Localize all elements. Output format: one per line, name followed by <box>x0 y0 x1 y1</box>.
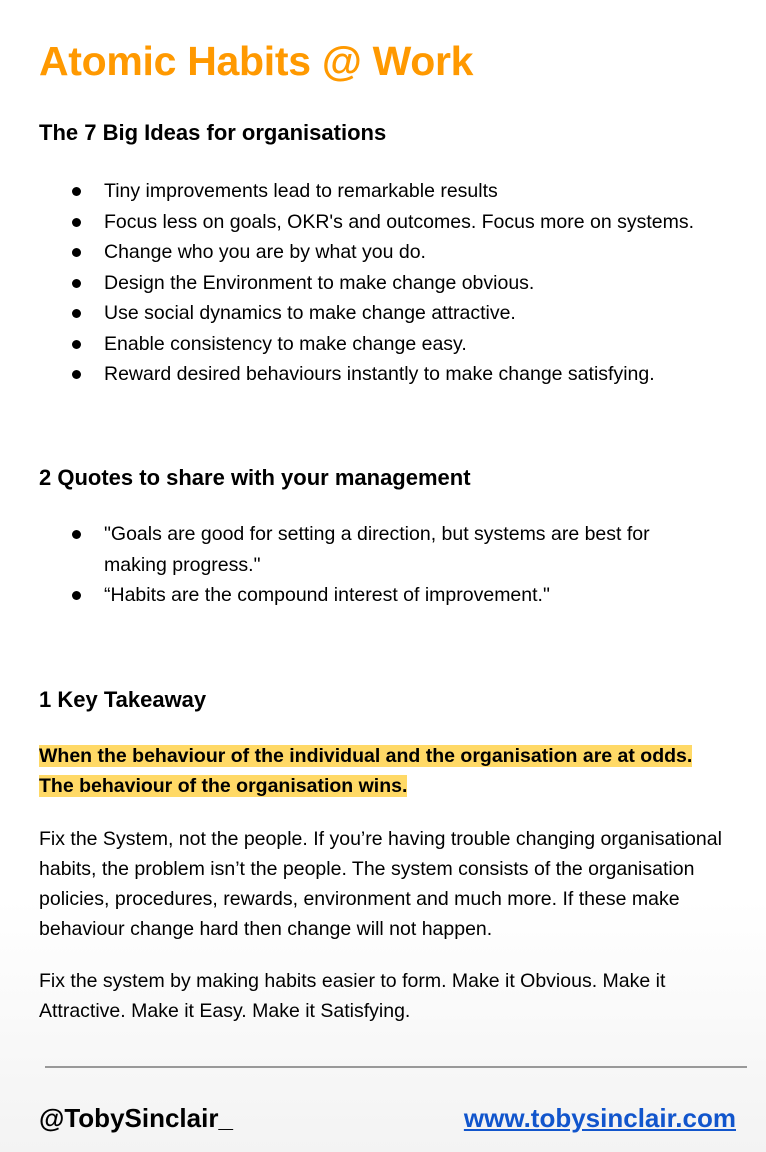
takeaway-paragraph-1: Fix the System, not the people. If you’re having trouble changing organisational habits, the problem isn’t the people. The system consists of the organisation policies, procedures, rewards, environment and much more. If these make behaviour change hard then change will not happen. <box>39 828 722 940</box>
list-item-text: Change who you are by what you do. <box>104 241 426 263</box>
bullet-icon <box>72 218 81 227</box>
list-item-text: “Habits are the compound interest of improvement." <box>104 584 550 606</box>
list-item <box>0 359 744 390</box>
list-item <box>0 207 744 238</box>
bullet-icon <box>72 370 81 379</box>
website-link[interactable]: www.tobysinclair.com <box>463 1103 736 1133</box>
bullet-icon <box>72 248 81 257</box>
bullet-icon <box>72 279 81 288</box>
list-item <box>0 519 704 580</box>
takeaway-paragraph-2: Fix the system by making habits easier to form. Make it Obvious. Make it Attractive. Make it Easy. Make it Satisfying. <box>39 970 666 1022</box>
list-item-text: Enable consistency to make change easy. <box>104 332 467 355</box>
list-item <box>0 329 744 360</box>
bullet-icon <box>72 530 81 539</box>
list-item-text: Design the Environment to make change obvious. <box>104 271 535 294</box>
list-item-text: Reward desired behaviours instantly to make change satisfying. <box>104 363 655 385</box>
list-item <box>0 237 744 268</box>
list-item-text: "Goals are good for setting a direction, but systems are best for making progress." <box>104 523 650 576</box>
big-ideas-list <box>0 176 744 390</box>
takeaway-heading: 1 Key Takeaway <box>39 687 207 712</box>
key-takeaway-highlight <box>39 741 739 801</box>
highlight-line-2: The behaviour of the organisation wins. <box>39 775 408 797</box>
list-item-text: Use social dynamics to make change attractive. <box>104 302 516 324</box>
page-title: Atomic Habits @ Work <box>39 38 474 84</box>
bullet-icon <box>72 591 81 600</box>
twitter-handle: @TobySinclair_ <box>39 1103 233 1133</box>
bullet-icon <box>72 187 81 196</box>
bullet-icon <box>72 309 81 318</box>
list-item-text: Tiny improvements lead to remarkable results <box>104 180 498 202</box>
quotes-list <box>0 519 744 611</box>
list-item <box>0 580 744 611</box>
highlight-line-1: When the behaviour of the individual and the organisation are at odds. <box>39 745 693 767</box>
list-item <box>0 176 744 207</box>
bullet-icon <box>72 340 81 349</box>
big-ideas-heading: The 7 Big Ideas for organisations <box>39 120 387 145</box>
list-item <box>0 298 744 329</box>
list-item <box>0 268 744 299</box>
quotes-heading: 2 Quotes to share with your management <box>39 465 471 490</box>
list-item-text: Focus less on goals, OKR's and outcomes. Focus more on systems. <box>104 210 695 233</box>
footer-divider <box>45 1066 747 1068</box>
